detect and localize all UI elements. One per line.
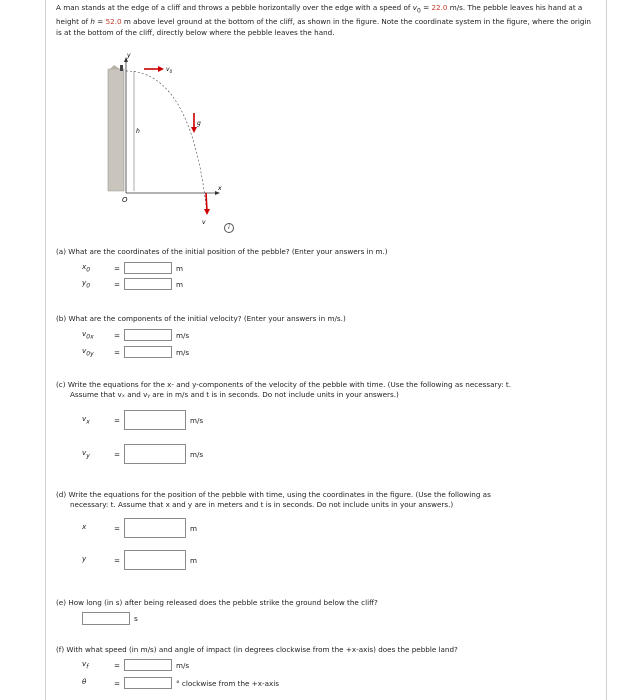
b-v0y-row: $v_{0y}$ = m/s (82, 346, 190, 358)
c-vy-input[interactable] (124, 444, 186, 464)
h-value: 52.0 (105, 17, 122, 27)
question-a: (a) What are the coordinates of the initial position of the pebble? (Enter your answers in m.) (56, 247, 388, 256)
a-x0-row: $x_0$ = m (82, 262, 184, 274)
g-label: g (197, 120, 201, 127)
b-v0x-row: $v_{0x}$ = m/s (82, 329, 190, 341)
x-axis-label: x (218, 185, 222, 192)
f-angle-input[interactable] (124, 677, 172, 689)
d-x-input[interactable] (124, 518, 186, 538)
origin-label: O (122, 196, 128, 204)
v0-value: 22.0 (431, 3, 448, 12)
c-vx-input[interactable] (124, 410, 186, 430)
b-v0y-input[interactable] (124, 346, 172, 358)
info-icon[interactable]: i (224, 223, 234, 233)
e-row: s (82, 612, 138, 625)
question-b: (b) What are the components of the initial velocity? (Enter your answers in m/s.) (56, 314, 346, 323)
question-c: (c) Write the equations for the x- and y-components of the velocity of the pebble with time. (Use the following as necessary: t. Assume that vₓ and vᵧ are in m/s and t is in seconds. Do not include units in your answers.) (56, 380, 512, 399)
v0-label: $v_0$ (166, 66, 173, 74)
v-label: v (202, 219, 206, 225)
trajectory (126, 71, 206, 205)
v-arrow (206, 193, 207, 211)
f-angle-row: θ = ° clockwise from the +x-axis (82, 677, 280, 688)
f-speed-input[interactable] (124, 659, 172, 671)
problem-statement: A man stands at the edge of a cliff and throws a pebble horizontally over the edge with a speed of $v_0 = 22.0$ m/s. The pebble leaves his hand at a height of h = 52.0 m above level ground at the bottom of the cliff, as shown in the figure. Note the coordinate system in the figure, where the origin is at the bottom of the cliff, directly below where the pebble leaves the hand. (56, 3, 591, 38)
a-y0-input[interactable] (124, 278, 172, 290)
a-y0-row: $y_0$ = m (82, 278, 184, 290)
f-speed-row: $v_f$ = m/s (82, 659, 190, 671)
question-f: (f) With what speed (in m/s) and angle of impact (in degrees clockwise from the +x-axis) does the pebble land? (56, 645, 458, 654)
cliff-figure (100, 45, 250, 225)
question-e: (e) How long (in s) after being released does the pebble strike the ground below the cliff? (56, 598, 378, 607)
d-y-input[interactable] (124, 550, 186, 570)
man-figure (120, 65, 123, 71)
cliff (108, 69, 124, 191)
y-axis-label: y (127, 52, 131, 59)
d-y-row: y = m (82, 550, 197, 570)
h-label: h (136, 128, 140, 135)
question-d: (d) Write the equations for the position of the pebble with time, using the coordinates in the figure. (Use the following as necessary: t. Assume that x and y are in meters and t is in seconds. Do not include units in your answers.) (56, 490, 491, 509)
e-time-input[interactable] (82, 612, 130, 625)
b-v0x-input[interactable] (124, 329, 172, 341)
a-x0-input[interactable] (124, 262, 172, 274)
c-vx-row: $v_x$ = m/s (82, 410, 203, 430)
d-x-row: x = m (82, 518, 197, 538)
c-vy-row: $v_y$ = m/s (82, 444, 203, 464)
